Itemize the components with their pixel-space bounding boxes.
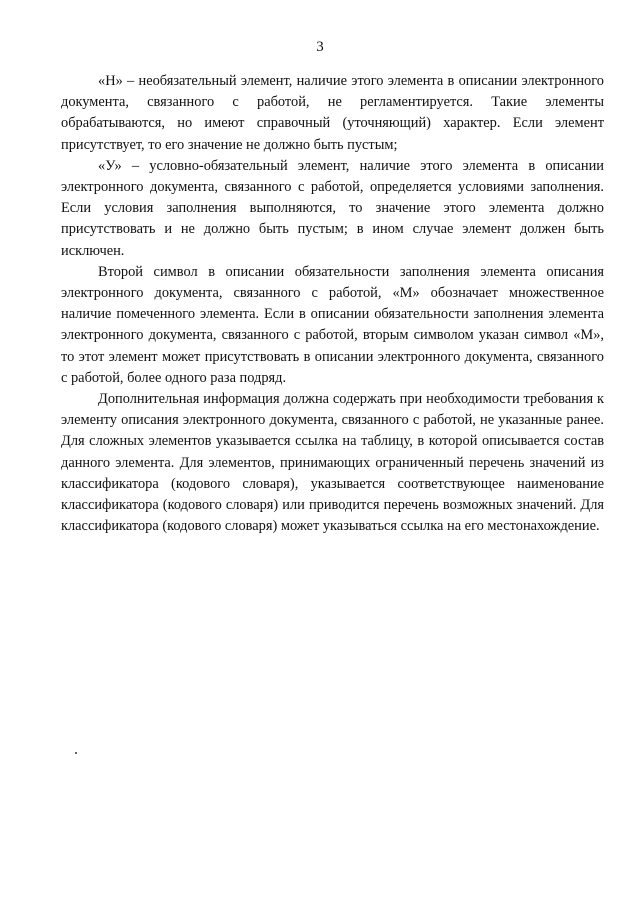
page-number: 3	[316, 39, 324, 55]
paragraph-optional-element: «Н» – необязательный элемент, наличие этого элемента в описании электронного документа, связанного с работой, не регламентируется. Такие элементы обрабатываются, но имеют справочный (уточняющий) характер. Если элемент присутствует, то его значение не должно быть пустым;	[61, 73, 604, 153]
paragraph-multiplicity-symbol: Второй символ в описании обязательности заполнения элемента описания электронного документа, связанного с работой, «М» обозначает множественное наличие помеченного элемента. Если в описании обязательности заполнения элемента электронного документа, связанного с работой, вторым символом указан символ «М», то этот элемент может присутствовать в описании электронного документа, связанного с работой, более одного раза подряд.	[61, 263, 604, 386]
paragraph-conditional-element: «У» – условно-обязательный элемент, наличие этого элемента в описании электронного документа, связанного с работой, определяется условиями заполнения. Если условия заполнения выполняются, то значение этого элемента должно присутствовать и не должно быть пустым; в ином случае элемент должен быть исключен.	[61, 157, 604, 259]
scan-speck	[75, 752, 77, 754]
body-text	[61, 71, 604, 537]
paragraph-additional-information: Дополнительная информация должна содержать при необходимости требования к элементу описания электронного документа, связанного с работой, не указанные ранее. Для сложных элементов указывается ссылка на таблицу, в которой описывается состав данного элемента. Для элементов, принимающих ограниченный перечень значений из классификатора (кодового словаря), указывается соответствующее наименование классификатора (кодового словаря) или приводится перечень возможных значений. Для классификатора (кодового словаря) может указываться ссылка на его местонахождение.	[61, 391, 604, 535]
